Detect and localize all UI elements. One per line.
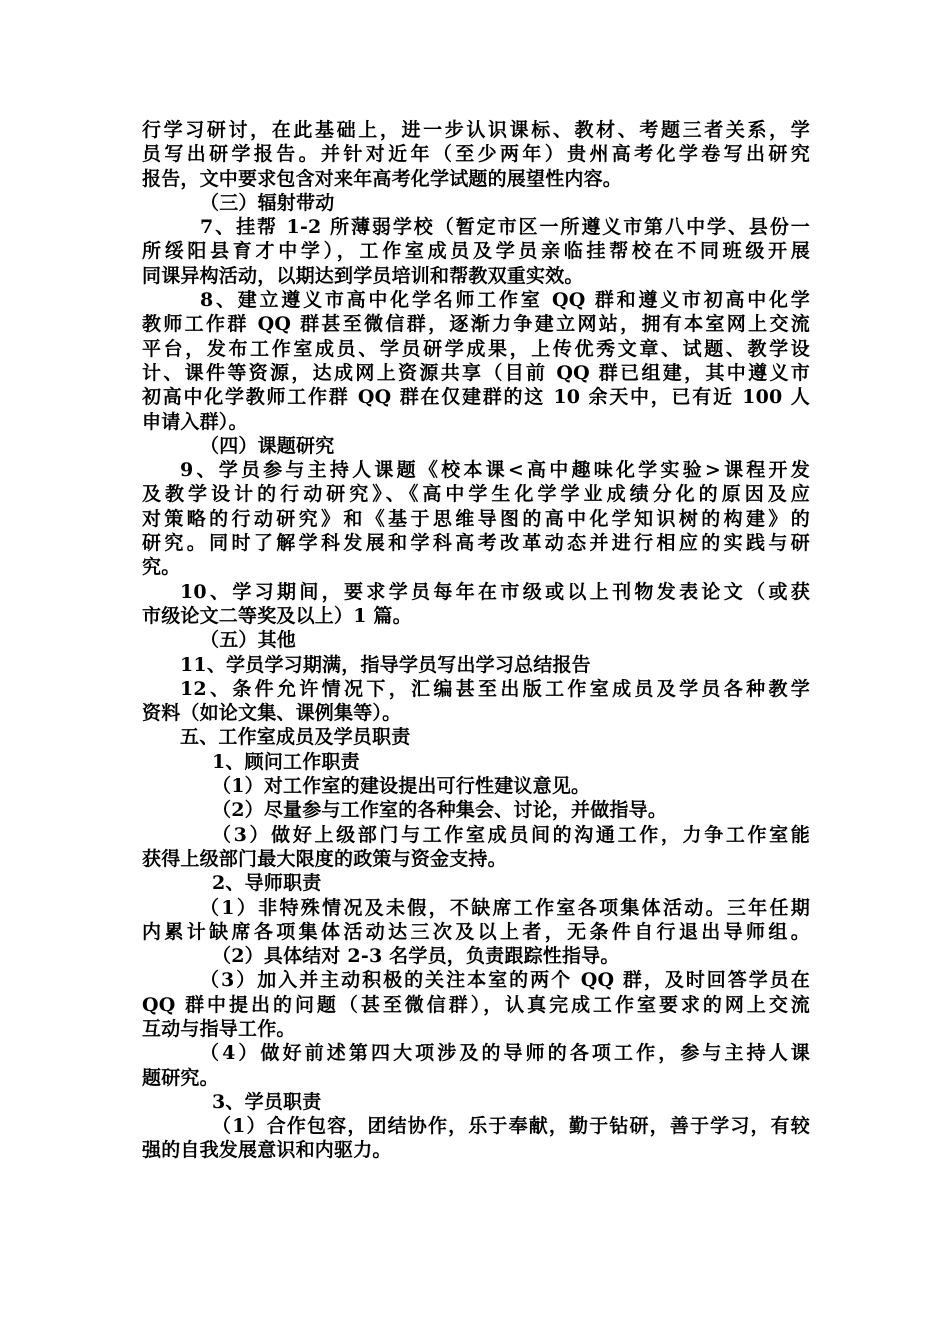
text-line: 7、挂帮 1-2 所薄弱学校（暂定市区一所遵义市第八中学、县份一 [200,216,810,239]
text-line: 平台，发布工作室成员、学员研学成果，上传优秀文章、试题、教学设 [142,337,810,360]
text-line: （2）尽量参与工作室的各种集会、讨论，并做指导。 [212,799,668,822]
text-line: （1）合作包容，团结协作，乐于奉献，勤于钻研，善于学习，有较 [212,1115,810,1138]
text-line: 研究。同时了解学科发展和学科高考改革动态并进行相应的实践与研 [142,532,810,555]
section-heading: （三）辐射带动 [200,191,335,214]
text-line: 行学习研讨，在此基础上，进一步认识课标、教材、考题三者关系，学 [142,119,810,141]
text-line: 资料（如论文集、课例集等）。 [142,702,402,725]
text-line: 互动与指导工作。 [142,1017,296,1040]
text-line: 初高中化学教师工作群 QQ 群在仅建群的这 10 余天中，已有近 100 人 [142,386,810,409]
section-heading: 五、工作室成员及学员职责 [180,726,411,749]
text-line: 员写出研学报告。并针对近年（至少两年）贵州高考化学卷写出研究 [142,143,810,166]
text-line: 申请入群）。 [142,410,248,433]
text-line: （3）加入并主动积极的关注本室的两个 QQ 群，及时回答学员在 [200,969,810,992]
text-line: 教师工作群 QQ 群甚至微信群，逐渐力争建立网站，拥有本室网上交流 [142,313,810,336]
text-line: （2）具体结对 2-3 名学员，负责跟踪性指导。 [212,945,620,968]
subsection-heading: 2、导师职责 [212,872,322,895]
text-line: 题研究。 [142,1066,219,1089]
text-line: 及教学设计的行动研究》、《高中学生化学学业成绩分化的原因及应 [142,483,810,506]
text-line: （4）做好前述第四大项涉及的导师的各项工作，参与主持人课 [200,1042,810,1065]
text-line: （1）非特殊情况及未假，不缺席工作室各项集体活动。三年任期 [200,896,810,919]
text-line: 究。 [142,556,181,579]
text-line: 12、条件允许情况下，汇编甚至出版工作室成员及学员各种教学 [180,677,810,700]
section-heading: （五）其他 [200,629,297,652]
text-line: QQ 群中提出的问题（甚至微信群），认真完成工作室要求的网上交流 [142,993,810,1016]
subsection-heading: 1、顾问工作职责 [212,750,360,773]
text-line: （1）对工作室的建设提出可行性建议意见。 [212,775,591,798]
text-line: 同课异构活动，以期达到学员培训和帮教双重实效。 [142,264,584,287]
text-line: 11、学员学习期满，指导学员写出学习总结报告 [180,653,591,676]
text-line: 对策略的行动研究》和《基于思维导图的高中化学知识树的构建》的 [142,507,810,530]
text-line: 内累计缺席各项集体活动达三次及以上者，无条件自行退出导师组。 [142,920,810,943]
text-line: 报告，文中要求包含对来年高考化学试题的展望性内容。 [142,167,623,190]
text-line: 8、建立遵义市高中化学名师工作室 QQ 群和遵义市初高中化学 [200,289,810,312]
text-line: 市级论文二等奖及以上）1 篇。 [142,604,412,627]
document-body [142,118,810,1163]
text-line: 获得上级部门最大限度的政策与资金支持。 [142,847,507,870]
text-line: 强的自我发展意识和内驱力。 [142,1139,392,1162]
text-line: 10、学习期间，要求学员每年在市级或以上刊物发表论文（或获 [180,580,810,603]
text-line: 计、课件等资源，达成网上资源共享（目前 QQ 群已组建，其中遵义市 [142,361,810,384]
subsection-heading: 3、学员职责 [212,1090,322,1113]
text-line: 所绥阳县育才中学），工作室成员及学员亲临挂帮校在不同班级开展 [142,240,810,263]
section-heading: （四）课题研究 [200,434,335,457]
text-line: 9、学员参与主持人课题《校本课<高中趣味化学实验>课程开发 [180,459,810,482]
text-line: （3）做好上级部门与工作室成员间的沟通工作，力争工作室能 [212,823,810,846]
